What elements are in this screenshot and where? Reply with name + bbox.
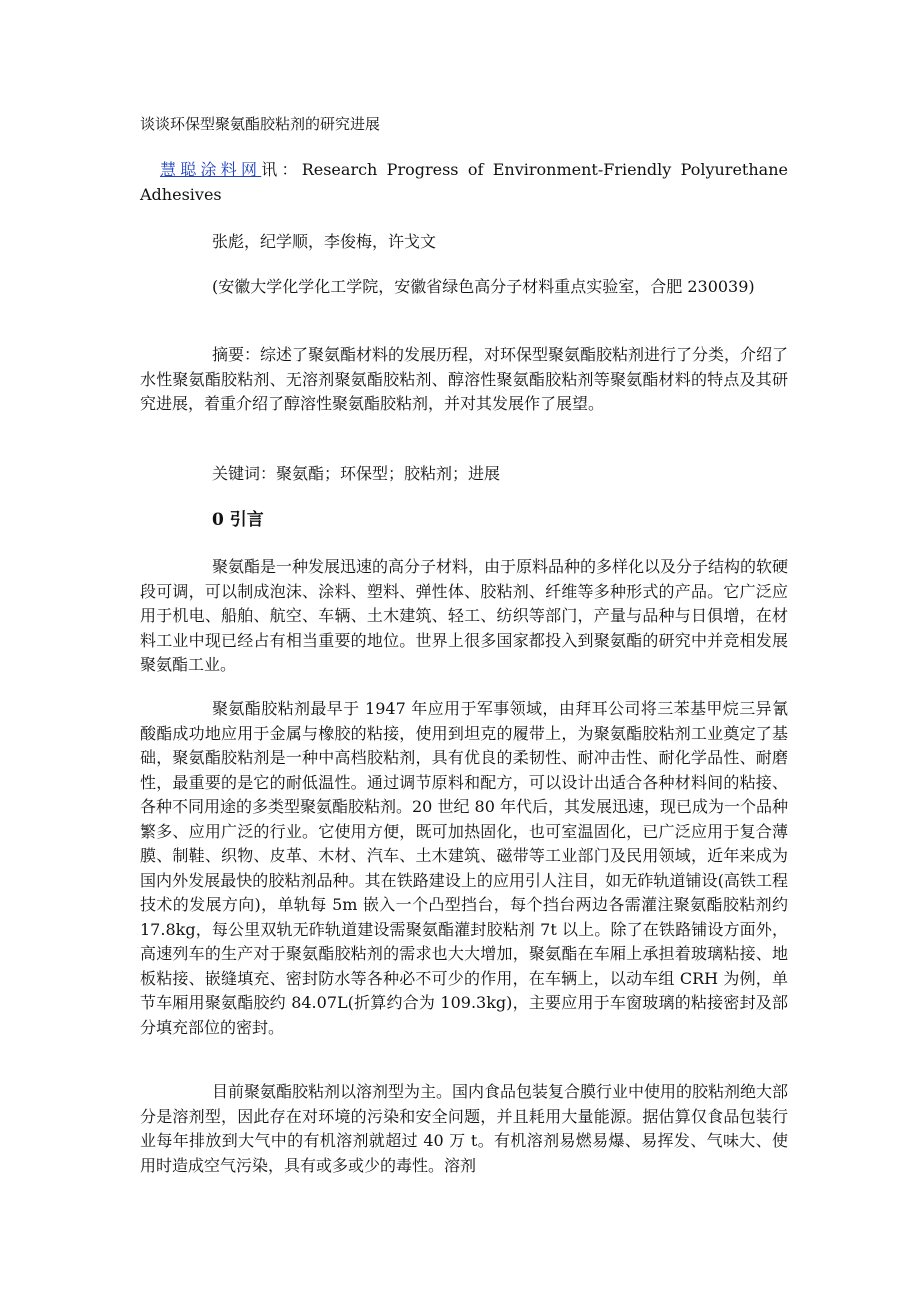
affiliation-line: (安徽大学化学化工学院，安徽省绿色高分子材料重点实验室，合肥 230039) — [212, 277, 755, 296]
body-paragraph: 目前聚氨酯胶粘剂以溶剂型为主。国内食品包装复合膜行业中使用的胶粘剂绝大部分是溶剂型，因此存在对环境的污染和安全问题，并且耗用大量能源。据估算仅食品包装行业每年排放到大气中的有机溶剂就超过 40 万 t。有机溶剂易燃易爆、易挥发、气味大、使用时造成空气污染，具有或多或少的毒性。溶剂 — [140, 1082, 789, 1175]
source-text: 讯：Research Progress of Environment-Friendly Polyurethane Adhesives — [140, 160, 788, 204]
abstract-paragraph: 摘要：综述了聚氨酯材料的发展历程，对环保型聚氨酯胶粘剂进行了分类，介绍了水性聚氨酯胶粘剂、无溶剂聚氨酯胶粘剂、醇溶性聚氨酯胶粘剂等聚氨酯材料的特点及其研究进展，着重介绍了醇溶性聚氨酯胶粘剂，并对其发展作了展望。 — [140, 345, 789, 413]
document-title: 谈谈环保型聚氨酯胶粘剂的研究进展 — [140, 115, 381, 133]
body-paragraph: 聚氨酯是一种发展迅速的高分子材料，由于原料品种的多样化以及分子结构的软硬段可调，可以制成泡沫、涂料、塑料、弹性体、胶粘剂、纤维等多种形式的产品。它广泛应用于机电、船舶、航空、车辆、土木建筑、轻工、纺织等部门，产量与品种与日俱增，在材料工业中现已经占有相当重要的地位。世界上很多国家都投入到聚氨酯的研究中并竞相发展聚氨酯工业。 — [140, 557, 789, 674]
source-line — [140, 158, 788, 207]
source-link[interactable]: 慧聪涂料网 — [160, 160, 262, 179]
keywords-line: 关键词：聚氨酯；环保型；胶粘剂；进展 — [212, 464, 501, 483]
body-paragraph: 聚氨酯胶粘剂最早于 1947 年应用于军事领域，由拜耳公司将三苯基甲烷三异氰酸酯成功地应用于金属与橡胶的粘接，使用到坦克的履带上，为聚氨酯胶粘剂工业奠定了基础，聚氨酯胶粘剂是一种中高档胶粘剂，具有优良的柔韧性、耐冲击性、耐化学品性、耐磨性，最重要的是它的耐低温性。通过调节原料和配方，可以设计出适合各种材料间的粘接、各种不同用途的多类型聚氨酯胶粘剂。20 世纪 80 年代后，其发展迅速，现已成为一个品种繁多、应用广泛的行业。它使用方便，既可加热固化，也可室温固化，已广泛应用于复合薄膜、制鞋、织物、皮革、木材、汽车、土木建筑、磁带等工业部门及民用领域，近年来成为国内外发展最快的胶粘剂品种。其在铁路建设上的应用引人注目，如无砟轨道铺设(高铁工程技术的发展方向)，单轨每 5m 嵌入一个凸型挡台，每个挡台两边各需灌注聚氨酯胶粘剂约 17.8kg，每公里双轨无砟轨道建设需聚氨酯灌封胶粘剂 7t 以上。除了在铁路铺设方面外，高速列车的生产对于聚氨酯胶粘剂的需求也大大增加，聚氨酯在车厢上承担着玻璃粘接、地板粘接、嵌缝填充、密封防水等各种必不可少的作用，在车辆上，以动车组 CRH 为例，单节车厢用聚氨酯胶约 84.07L(折算约合为 109.3kg)，主要应用于车窗玻璃的粘接密封及部分填充部位的密封。 — [140, 699, 788, 1037]
authors-line: 张彪，纪学顺，李俊梅，许戈文 — [212, 232, 437, 251]
section-heading: 0 引言 — [212, 510, 264, 530]
